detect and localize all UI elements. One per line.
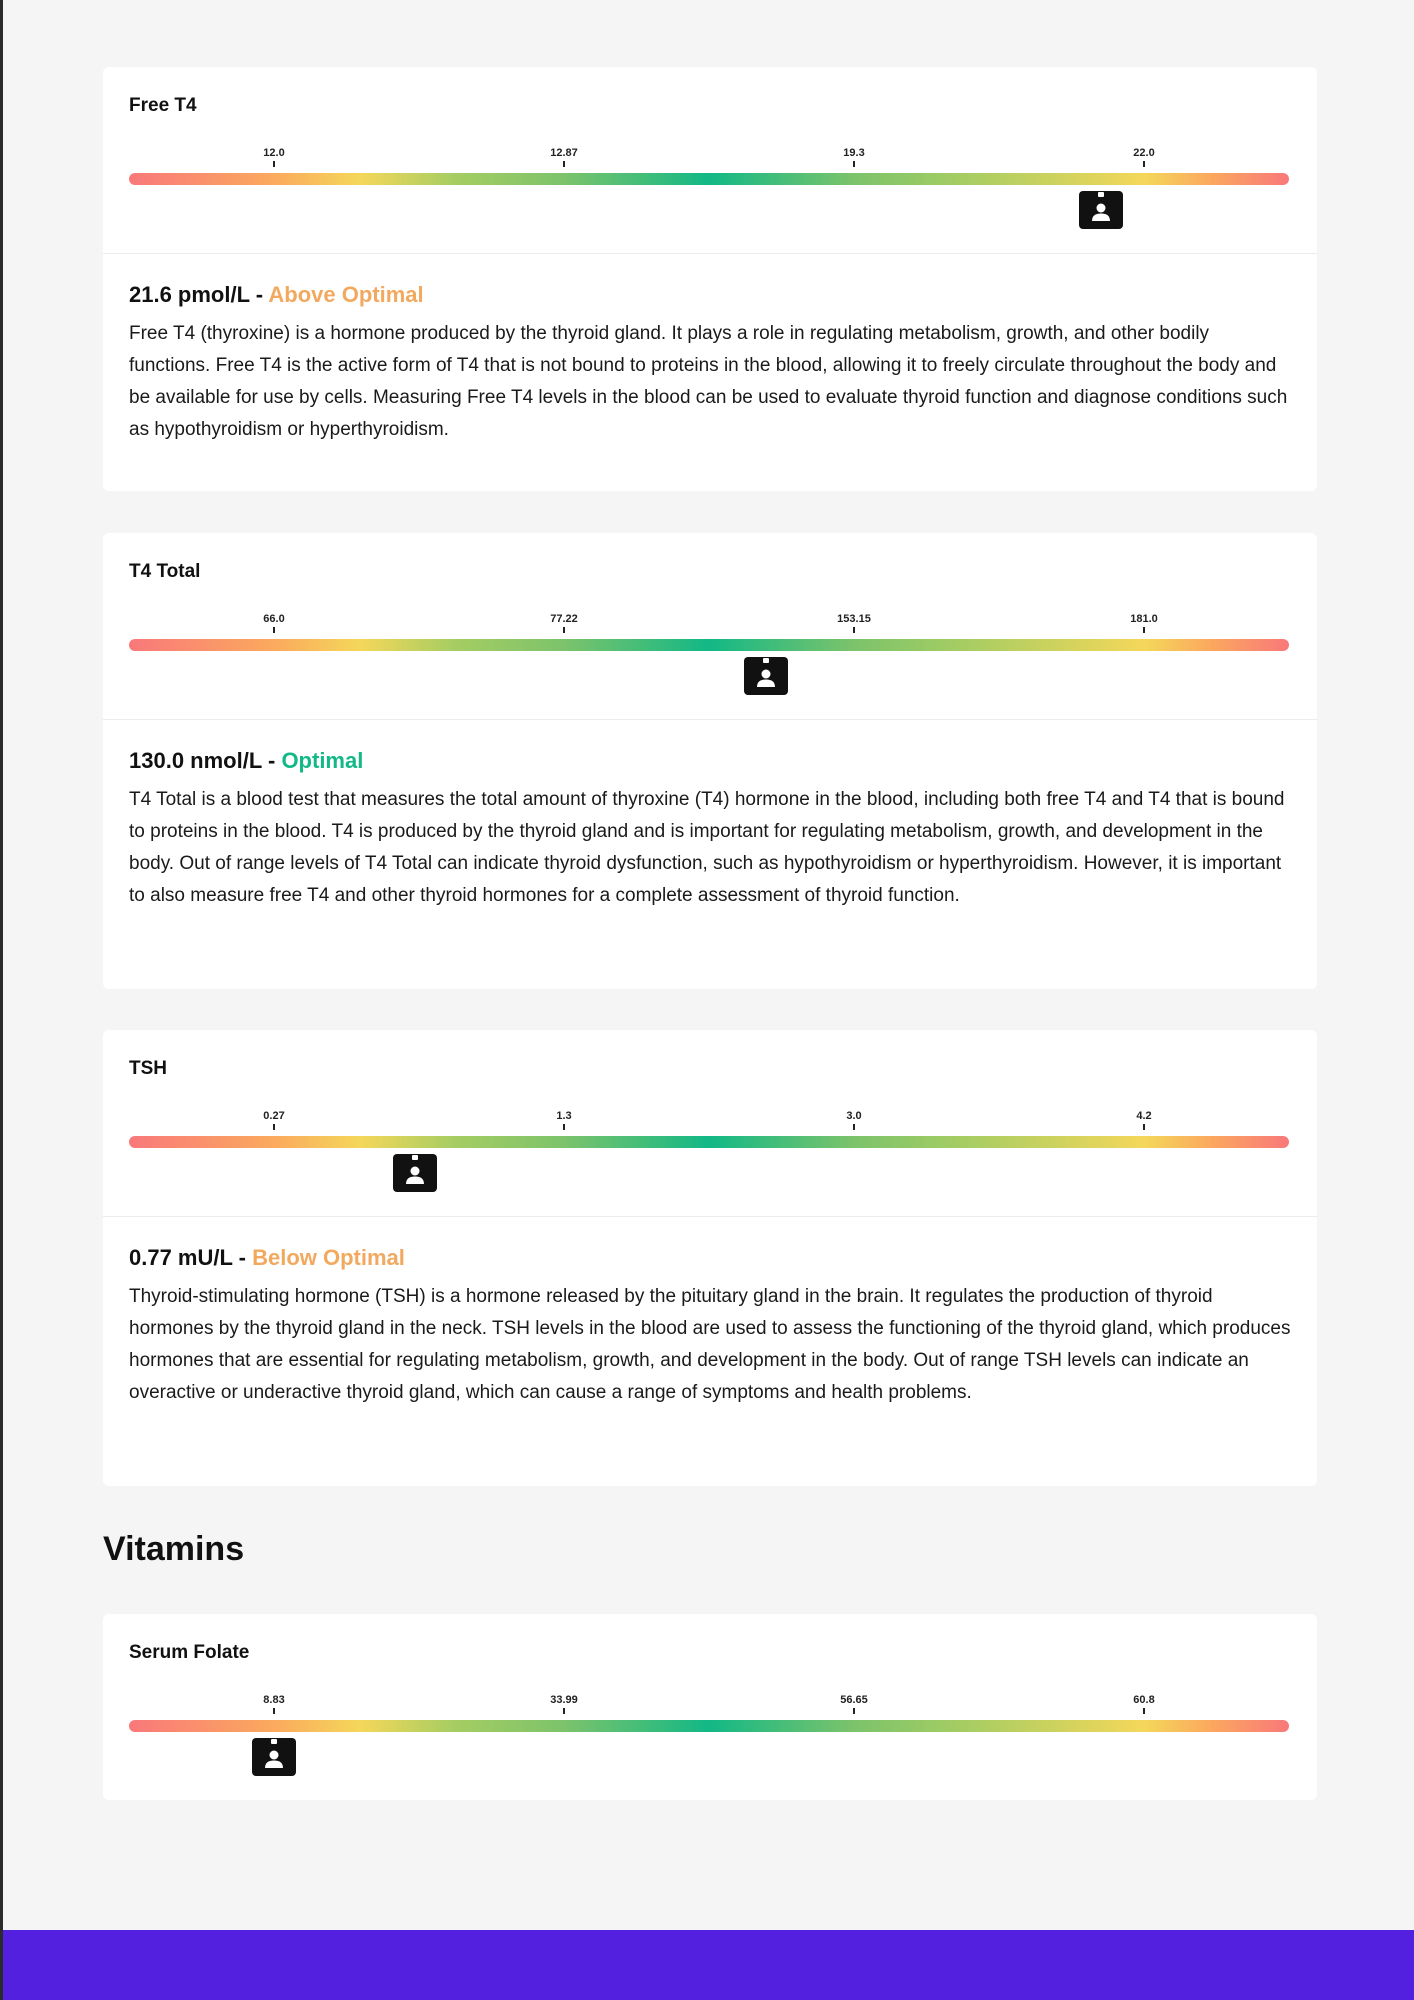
- result-marker[interactable]: [1079, 191, 1123, 229]
- range-gauge: [129, 613, 1289, 683]
- tick-label: 60.8: [1104, 1694, 1184, 1714]
- card-header: [103, 1614, 1317, 1800]
- result-separator: -: [249, 282, 269, 307]
- range-bar: [129, 1136, 1289, 1148]
- footer-bar: [3, 1930, 1414, 2000]
- biomarker-description: Free T4 (thyroxine) is a hormone produced by the thyroid gland. It plays a role in regulating metabolism, growth, and other bodily functions. Free T4 is the active form of T4 that is not bound to proteins in the blood, allowing it to freely circulate throughout the body and be available for use by cells. Measuring Free T4 levels in the blood can be used to evaluate thyroid function and diagnose conditions such as hypothyroidism or hyperthyroidism.: [129, 323, 1288, 440]
- tick-label: 33.99: [524, 1694, 604, 1714]
- biomarker-card-free-t4: [103, 67, 1317, 491]
- tick-label: 153.15: [814, 613, 894, 633]
- tick-label: 4.2: [1104, 1110, 1184, 1130]
- range-bar: [129, 173, 1289, 185]
- status-label: Below Optimal: [252, 1245, 405, 1270]
- tick-label: 8.83: [234, 1694, 314, 1714]
- range-bar: [129, 639, 1289, 651]
- biomarker-title: Free T4: [129, 95, 197, 116]
- range-gauge: [129, 1694, 1289, 1764]
- result-separator: -: [261, 748, 282, 773]
- result-separator: -: [232, 1245, 253, 1270]
- tick-label: 181.0: [1104, 613, 1184, 633]
- biomarker-title: TSH: [129, 1058, 167, 1079]
- section-title-vitamins: Vitamins: [103, 1530, 245, 1568]
- person-badge-icon: [252, 1738, 296, 1776]
- biomarker-card-serum-folate: [103, 1614, 1317, 1800]
- tick-label: 56.65: [814, 1694, 894, 1714]
- result-value: 21.6 pmol/L: [129, 282, 250, 307]
- tick-label: 66.0: [234, 613, 314, 633]
- person-badge-icon: [1079, 191, 1123, 229]
- result-line: [129, 254, 1291, 308]
- result-value: 0.77 mU/L: [129, 1245, 233, 1270]
- card-header: [103, 67, 1317, 254]
- status-label: Above Optimal: [268, 282, 424, 307]
- result-value: 130.0 nmol/L: [129, 748, 262, 773]
- biomarker-description: Thyroid-stimulating hormone (TSH) is a hormone released by the pituitary gland in the brain. It regulates the production of thyroid hormones by the thyroid gland in the neck. TSH levels in the blood are used to assess the functioning of the thyroid gland, which produces hormones that are essential for regulating metabolism, growth, and development in the body. Out of range TSH levels can indicate an overactive or underactive thyroid gland, which can cause a range of symptoms and health problems.: [129, 1286, 1291, 1403]
- biomarker-title: T4 Total: [129, 561, 201, 582]
- tick-label: 1.3: [524, 1110, 604, 1130]
- result-marker[interactable]: [252, 1738, 296, 1776]
- biomarker-card-t4-total: [103, 533, 1317, 989]
- tick-label: 12.0: [234, 147, 314, 167]
- result-line: [129, 720, 1291, 774]
- biomarker-card-tsh: [103, 1030, 1317, 1486]
- card-header: [103, 1030, 1317, 1217]
- person-badge-icon: [393, 1154, 437, 1192]
- card-body: [103, 254, 1317, 446]
- tick-label: 12.87: [524, 147, 604, 167]
- tick-label: 3.0: [814, 1110, 894, 1130]
- tick-label: 22.0: [1104, 147, 1184, 167]
- range-gauge: [129, 147, 1289, 217]
- tick-label: 77.22: [524, 613, 604, 633]
- card-header: [103, 533, 1317, 720]
- biomarker-title: Serum Folate: [129, 1642, 250, 1663]
- tick-label: 0.27: [234, 1110, 314, 1130]
- tick-label: 19.3: [814, 147, 894, 167]
- result-marker[interactable]: [744, 657, 788, 695]
- person-badge-icon: [744, 657, 788, 695]
- card-body: [103, 1217, 1317, 1409]
- status-label: Optimal: [281, 748, 364, 773]
- biomarker-description: T4 Total is a blood test that measures the total amount of thyroxine (T4) hormone in the blood, including both free T4 and T4 that is bound to proteins in the blood. T4 is produced by the thyroid gland and is important for regulating metabolism, growth, and development in the body. Out of range levels of T4 Total can indicate thyroid dysfunction, such as hypothyroidism or hyperthyroidism. However, it is important to also measure free T4 and other thyroid hormones for a complete assessment of thyroid function.: [129, 789, 1285, 906]
- result-line: [129, 1217, 1291, 1271]
- range-gauge: [129, 1110, 1289, 1180]
- card-body: [103, 720, 1317, 912]
- result-marker[interactable]: [393, 1154, 437, 1192]
- range-bar: [129, 1720, 1289, 1732]
